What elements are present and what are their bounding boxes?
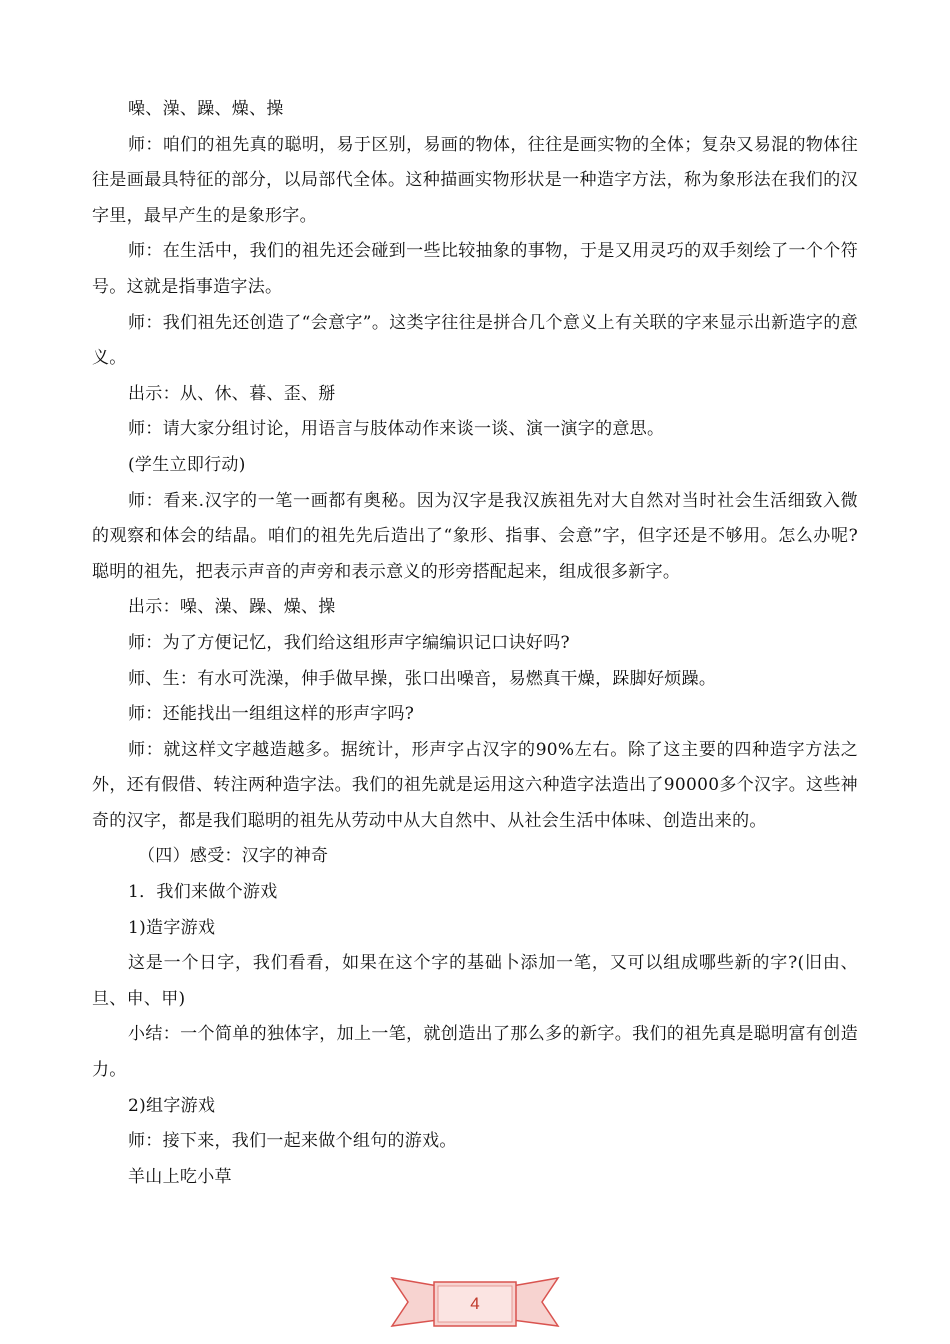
- document-body: [92, 92, 858, 1195]
- paragraph: 师：看来.汉字的一笔一画都有奥秘。因为汉字是我汉族祖先对大自然对当时社会生活细致入微的观察和体会的结晶。咱们的祖先先后造出了“象形、指事、会意”字，但字还是不够用。怎么办呢?聪明的祖先，把表示声音的声旁和表示意义的形旁搭配起来，组成很多新字。: [92, 490, 858, 582]
- paragraph: 师：为了方便记忆，我们给这组形声字编编识记口诀好吗?: [128, 632, 570, 653]
- paragraph: 师：就这样文字越造越多。据统计，形声字占汉字的90%左右。除了这主要的四种造字方法之外，还有假借、转注两种造字法。我们的祖先就是运用这六种造字法造出了90000多个汉字。这些神奇的汉字，都是我们聪明的祖先从劳动中从大自然中、从社会生活中体味、创造出来的。: [92, 739, 858, 831]
- paragraph: 噪、澡、躁、燥、操: [128, 99, 284, 119]
- paragraph: 羊山上吃小草: [128, 1166, 232, 1187]
- list-item: 1．我们来做个游戏: [128, 882, 278, 903]
- paragraph: 师：在生活中，我们的祖先还会碰到一些比较抽象的事物，于是又用灵巧的双手刻绘了一个个符号。这就是指事造字法。: [92, 241, 858, 297]
- paragraph: 出示：噪、澡、躁、燥、操: [128, 597, 336, 618]
- paragraph: 师、生：有水可洗澡，伸手做早操，张口出噪音，易燃真干燥，跺脚好烦躁。: [128, 668, 717, 689]
- paragraph: 师：咱们的祖先真的聪明，易于区别，易画的物体，往往是画实物的全体；复杂又易混的物体往往是画最具特征的部分，以局部代全体。这种描画实物形状是一种造字方法，称为象形法在我们的汉字里，最早产生的是象形字。: [92, 134, 858, 226]
- page-number-badge: [390, 1270, 560, 1332]
- paragraph: 师：还能找出一组组这样的形声字吗?: [128, 704, 415, 725]
- paragraph: 师：我们祖先还创造了“会意字”。这类字往往是拼合几个意义上有关联的字来显示出新造字的意义。: [92, 312, 858, 369]
- section-heading: （四）感受：汉字的神奇: [138, 846, 329, 867]
- subheading: 2)组字游戏: [128, 1095, 216, 1116]
- paragraph: 这是一个日字，我们看看，如果在这个字的基础卜添加一笔，又可以组成哪些新的字?(旧由、旦、申、甲): [92, 953, 858, 1009]
- subheading: 1)造字游戏: [128, 917, 216, 938]
- paragraph: 小结：一个简单的独体字，加上一笔，就创造出了那么多的新字。我们的祖先真是聪明富有创造力。: [92, 1024, 858, 1081]
- paragraph: 师：接下来，我们一起来做个组句的游戏。: [128, 1131, 457, 1152]
- paragraph: (学生立即行动): [128, 454, 246, 475]
- paragraph: 师：请大家分组讨论，用语言与肢体动作来谈一谈、演一演字的意思。: [128, 419, 665, 440]
- paragraph: 出示：从、休、暮、歪、掰: [128, 383, 336, 404]
- page-number: 4: [470, 1294, 480, 1313]
